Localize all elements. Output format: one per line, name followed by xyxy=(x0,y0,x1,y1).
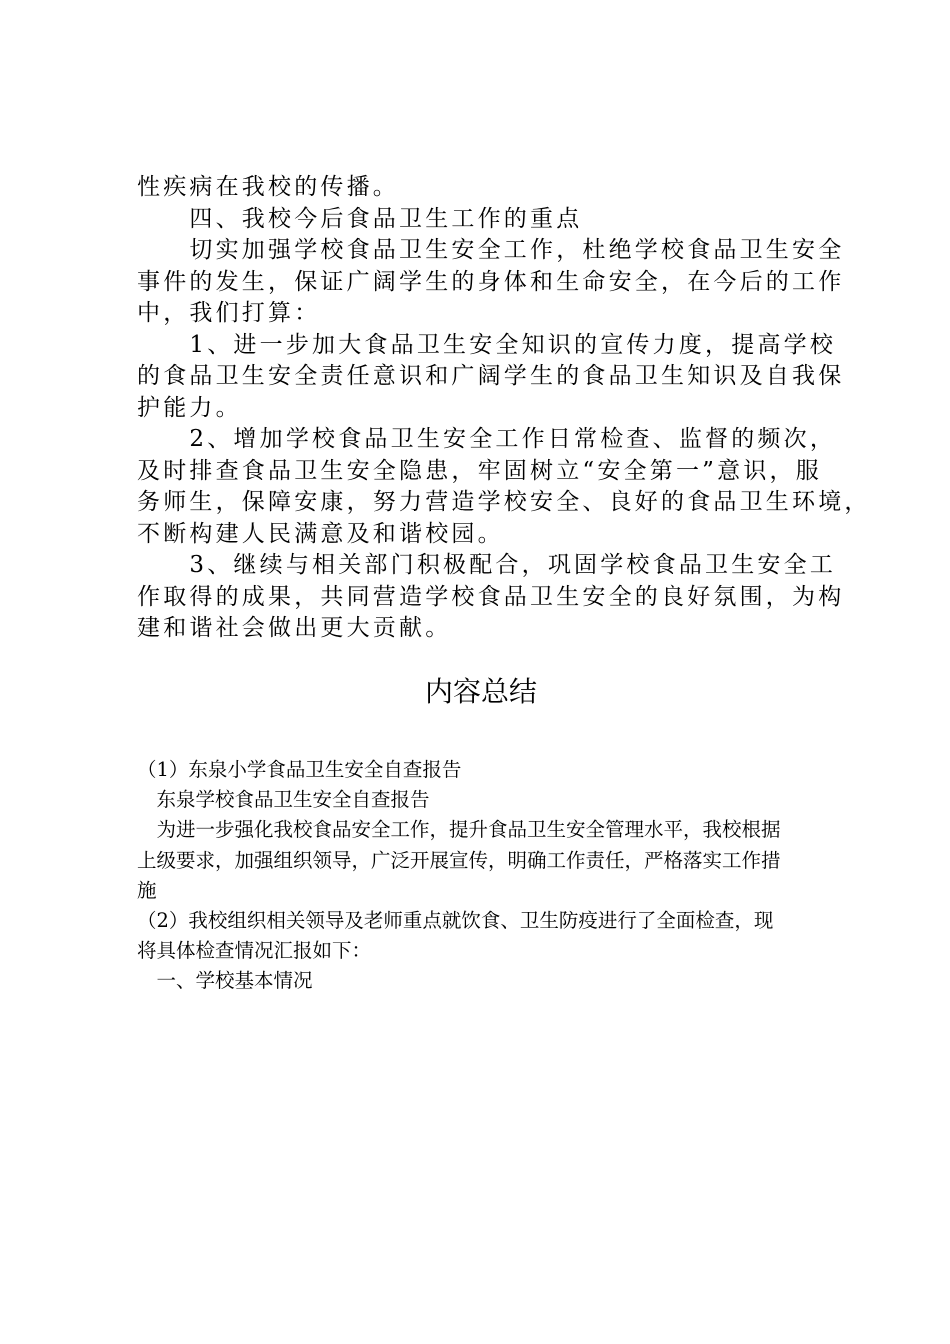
list-item-3: 3、继续与相关部门积极配合，巩固学校食品卫生安全工 xyxy=(137,552,837,578)
body-line: 切实加强学校食品卫生安全工作，杜绝学校食品卫生安全 xyxy=(137,237,845,263)
section-heading: 四、我校今后食品卫生工作的重点 xyxy=(137,205,583,232)
body-line: 的食品卫生安全责任意识和广阔学生的食品卫生知识及自我保 xyxy=(137,363,845,389)
body-line: 事件的发生，保证广阔学生的身体和生命安全，在今后的工作 xyxy=(137,268,845,295)
summary-line: 为进一步强化我校食品安全工作，提升食品卫生安全管理水平，我校根据 xyxy=(137,818,781,842)
summary-line: 东泉学校食品卫生安全自查报告 xyxy=(137,788,430,812)
summary-line: 一、学校基本情况 xyxy=(137,969,313,993)
body-line: 作取得的成果，共同营造学校食品卫生安全的良好氛围，为构 xyxy=(137,583,845,610)
body-line: 中，我们打算： xyxy=(137,300,321,326)
summary-line: 施 xyxy=(137,878,157,902)
list-item-1: 1、进一步加大食品卫生安全知识的宣传力度，提高学校 xyxy=(137,331,837,358)
summary-text xyxy=(137,755,837,997)
body-line: 及时排查食品卫生安全隐患，牢固树立“安全第一”意识，服 xyxy=(137,457,822,484)
body-line: 务师生，保障安康，努力营造学校安全、良好的食品卫生环境， xyxy=(137,489,871,515)
body-line: 建和谐社会做出更大贡献。 xyxy=(137,615,452,641)
summary-line: 将具体检查情况汇报如下： xyxy=(137,939,372,963)
body-line: 护能力。 xyxy=(137,394,242,421)
body-line: 不断构建人民满意及和谐校园。 xyxy=(137,520,504,547)
summary-line: （2）我校组织相关领导及老师重点就饮食、卫生防疫进行了全面检查，现 xyxy=(137,909,774,933)
summary-line: （1）东泉小学食品卫生安全自查报告 xyxy=(137,758,462,781)
body-text xyxy=(137,172,871,645)
summary-title: 内容总结 xyxy=(424,675,537,708)
body-line: 性疾病在我校的传播。 xyxy=(137,174,399,200)
list-item-2: 2、增加学校食品卫生安全工作日常检查、监督的频次， xyxy=(137,426,837,452)
summary-line: 上级要求，加强组织领导，广泛开展宣传，明确工作责任，严格落实工作措 xyxy=(137,848,781,872)
